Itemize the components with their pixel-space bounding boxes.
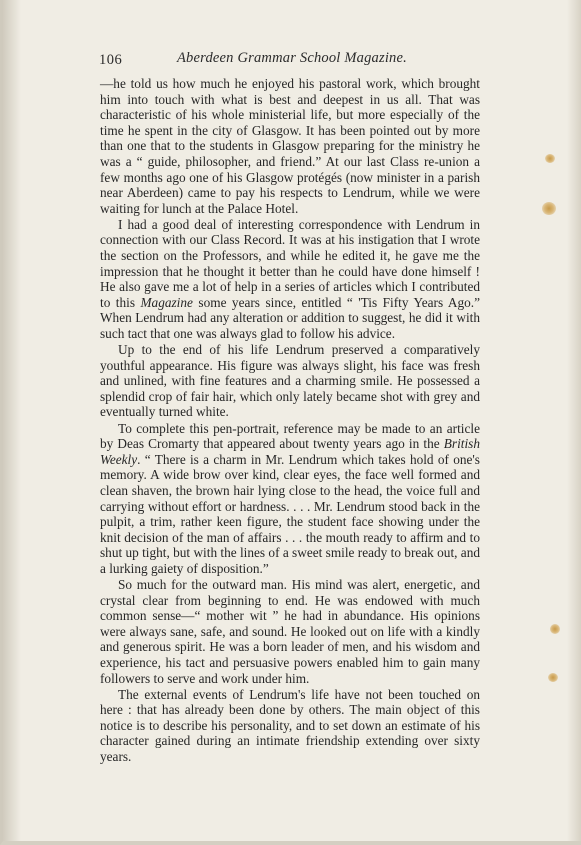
paragraph-3: Up to the end of his life Lendrum preserved a comparatively youthful appearance. His figure was always slight, his face was fresh and unlined, with fine features and a charming smile. He possessed a splendid crop of fair hair, which only lately became shot with grey and eventually turned white. bbox=[100, 342, 480, 420]
spine-shadow bbox=[3, 0, 21, 845]
article-body bbox=[100, 76, 480, 765]
running-title: Aberdeen Grammar School Magazine. bbox=[177, 50, 407, 66]
paragraph-6: The external events of Lendrum's life have not been touched on here : that has already been done by others. The main object of this notice is to describe his personality, and to set down an estimate of his character gained during an intimate friendship extending over sixty years. bbox=[100, 686, 480, 765]
paragraph-2: I had a good deal of interesting correspondence with Lendrum in connection with our Class Record. It was at his instigation that I wrote the section on the Professors, and while he edited it, he gave me the impression that he thought it better than he could have done himself ! He also gave me a lot of help in a series of articles which I contributed to this Magazine some years since, entitled “ 'Tis Fifty Years Ago.” When Lendrum had any alteration or addition to suggest, he did it with such tact that one was always glad to follow his advice. bbox=[100, 216, 480, 341]
page-number: 106 bbox=[99, 52, 123, 68]
foxing-spot bbox=[542, 202, 556, 215]
page-edge-shadow bbox=[567, 0, 581, 845]
page-header bbox=[99, 50, 479, 72]
paragraph-1: —he told us how much he enjoyed his pastoral work, which brought him into touch with what is best and deepest in us all. That was characteristic of his whole ministerial life, but more especially of the time he spent in the city of Glasgow. It has been pointed out by more than one that to the students in Glasgow preparing for the ministry he was a “ guide, philosopher, and friend.” At our last Class re-union a few months ago one of his Glasgow protégés (now minister in a parish near Aberdeen) came to pay his respects to Lendrum, while we were waiting for lunch at the Palace Hotel. bbox=[100, 76, 480, 216]
foxing-spot bbox=[548, 673, 558, 682]
foxing-spot bbox=[545, 154, 555, 163]
foxing-spot bbox=[550, 624, 560, 634]
paragraph-5: So much for the outward man. His mind was alert, energetic, and crystal clear from beginning to end. He was endowed with much common sense—“ mother wit ” he had in abundance. His opinions were always sane, safe, and sound. He looked out on life with a kindly and generous spirit. He was a born leader of men, and his wisdom and experience, his tact and persuasive powers enabled him to gain many followers to serve and work under him. bbox=[100, 577, 480, 686]
paragraph-4: To complete this pen-portrait, reference may be made to an article by Deas Cromarty that appeared about twenty years ago in the British Weekly. “ There is a charm in Mr. Lendrum which takes hold of one's memory. A wide brow over kind, clear eyes, the face well formed and clean shaven, the brown hair lying close to the head, the voice full and carrying without effort or hardness. . . . Mr. Lendrum stood back in the pulpit, a trim, rather keen figure, the student face showing under the knit decision of the man of affairs . . . the mouth ready to affirm and to shut up tight, but with the lines of a sweet smile ready to break out, and a lurking gaiety of disposition.” bbox=[100, 420, 480, 576]
